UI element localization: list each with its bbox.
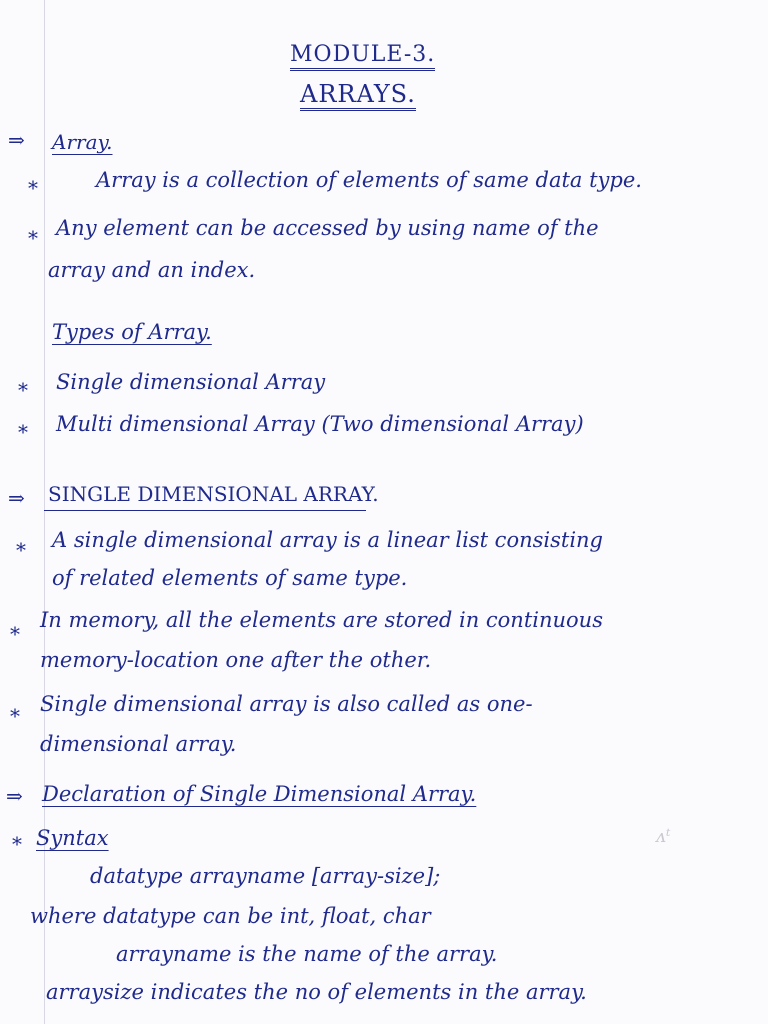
- single-dim-line-3: In memory, all the elements are stored in continuous: [40, 608, 603, 632]
- single-dim-line-6: dimensional array.: [40, 732, 237, 756]
- single-dim-line-4: memory-location one after the other.: [40, 648, 432, 672]
- type-item-single: Single dimensional Array: [56, 370, 326, 394]
- page-title: ARRAYS.: [300, 82, 416, 111]
- section-heading-array: Array.: [52, 130, 113, 154]
- single-dim-line-1: A single dimensional array is a linear list consisting: [52, 528, 604, 552]
- bullet-icon: *: [28, 176, 38, 200]
- arrow-icon: ⇒: [8, 486, 25, 510]
- margin-note: ᴧᵗ: [656, 826, 671, 847]
- bullet-icon: *: [18, 420, 28, 444]
- heading-underline: [44, 510, 366, 511]
- syntax-code: datatype arrayname [array-size];: [90, 864, 441, 888]
- bullet-icon: *: [16, 538, 26, 562]
- where-line-3: arraysize indicates the no of elements in the array.: [46, 980, 587, 1004]
- type-item-multi: Multi dimensional Array (Two dimensional Array): [56, 412, 584, 436]
- array-definition: Array is a collection of elements of same data type.: [96, 168, 642, 192]
- bullet-icon: *: [12, 832, 22, 856]
- bullet-icon: *: [28, 226, 38, 250]
- bullet-icon: *: [10, 704, 20, 728]
- arrow-icon: ⇒: [6, 784, 23, 808]
- bullet-icon: *: [18, 378, 28, 402]
- single-dim-line-2: of related elements of same type.: [52, 566, 408, 590]
- syntax-label: Syntax: [36, 826, 109, 850]
- section-heading-declaration: Declaration of Single Dimensional Array.: [42, 782, 477, 806]
- arrow-icon: ⇒: [8, 128, 25, 152]
- module-heading: MODULE-3.: [290, 44, 435, 71]
- single-dim-line-5: Single dimensional array is also called as one-: [40, 692, 533, 716]
- array-access-line-1: Any element can be accessed by using name of the: [56, 216, 599, 240]
- array-access-line-2: array and an index.: [48, 258, 256, 282]
- where-line-2: arrayname is the name of the array.: [116, 942, 498, 966]
- where-line-1: where datatype can be int, float, char: [30, 904, 431, 928]
- section-heading-single-dimensional: SINGLE DIMENSIONAL ARRAY.: [48, 482, 379, 506]
- section-heading-types: Types of Array.: [52, 320, 212, 344]
- bullet-icon: *: [10, 622, 20, 646]
- page-margin-line: [44, 0, 45, 1024]
